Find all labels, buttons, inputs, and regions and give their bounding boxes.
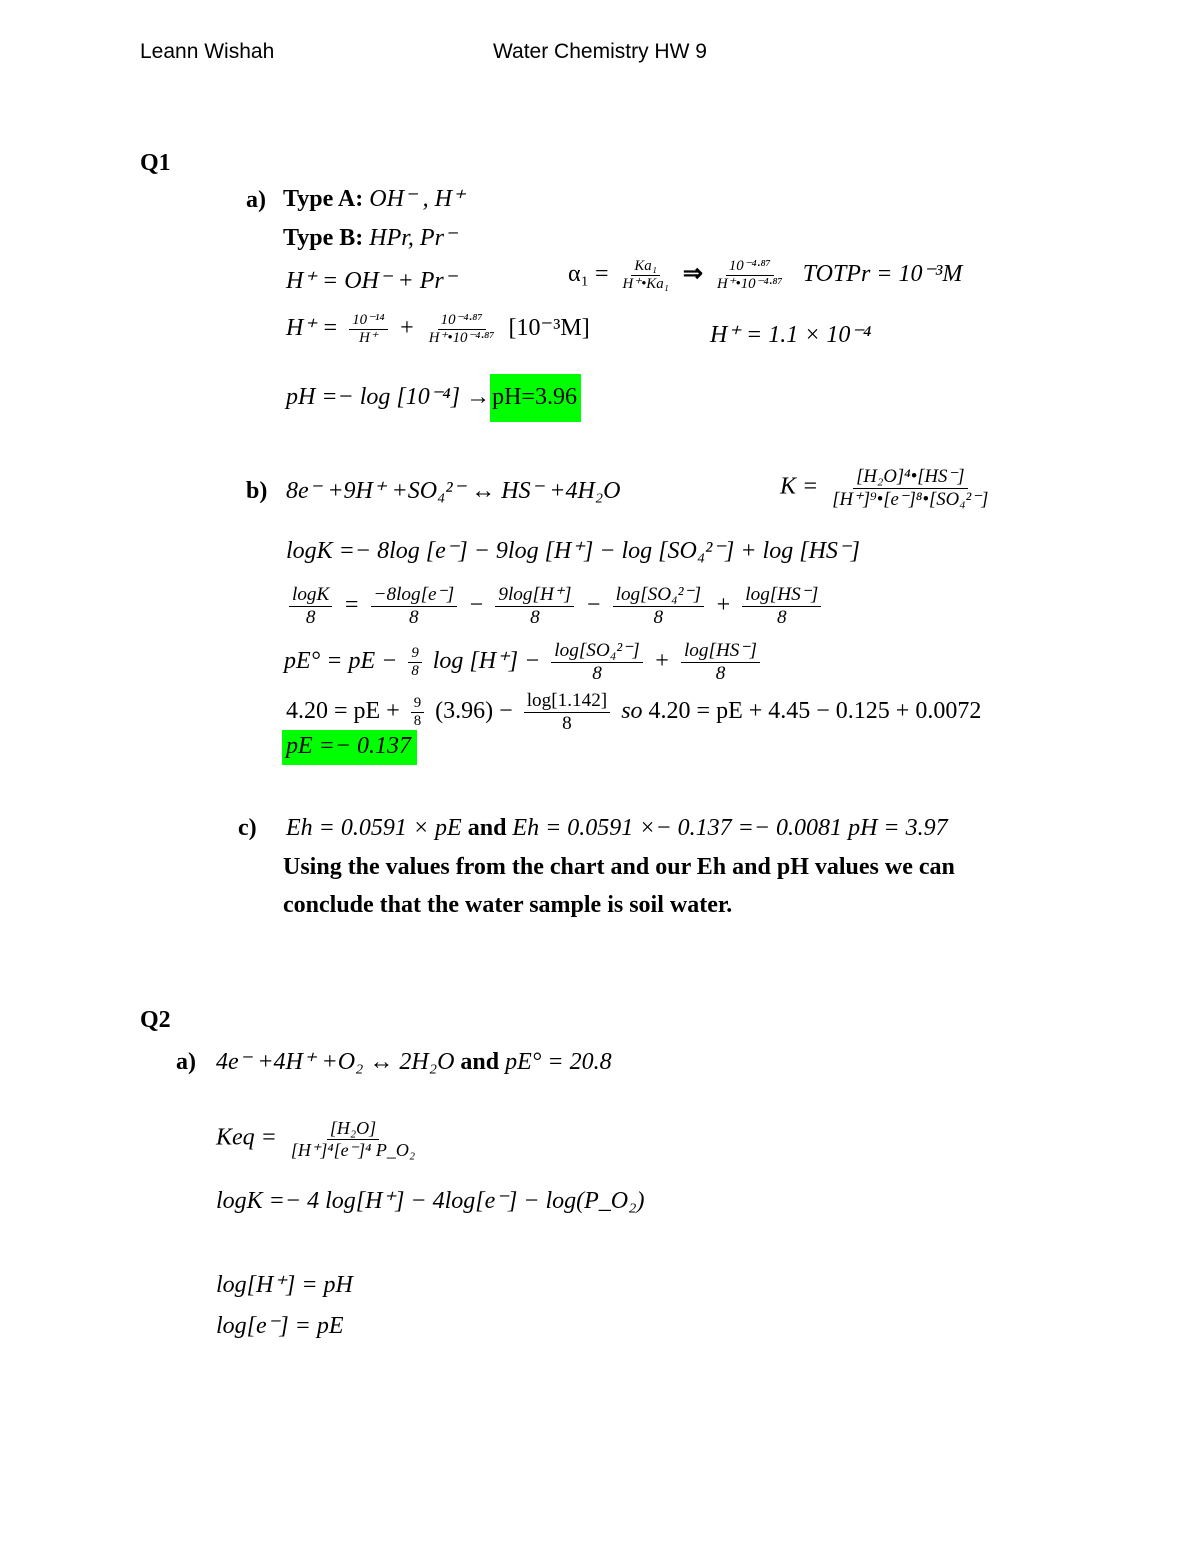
log-e-identity: log[e⁻] = pE [216, 1313, 344, 1339]
e-term-den: 8 [409, 607, 419, 629]
author-name: Leann Wishah [140, 40, 275, 63]
logk-divided-line [284, 584, 826, 629]
pe0-lhs: pE° = pE − [284, 648, 398, 675]
minus-sign-2: − [585, 592, 602, 619]
equals-sign: = [343, 592, 360, 619]
concentration-term: [10⁻³M] [508, 315, 590, 342]
ph-value: pH = 3.97 [848, 815, 948, 841]
log-ratio-den: 8 [562, 713, 572, 735]
ph-line [286, 374, 581, 422]
ka-numerator: 10⁻⁴·⁸⁷ [438, 312, 486, 330]
pe0-hs-num: log[HS⁻] [681, 640, 760, 663]
num-paren: (3.96) − [435, 698, 513, 725]
keq-fraction [288, 1118, 418, 1160]
sulfate-reaction: 8e⁻ +9H⁺ +SO₄²⁻ ↔ HS⁻ +4H₂O [286, 478, 621, 504]
k-fraction [829, 466, 991, 510]
hs-term-fraction [742, 584, 821, 629]
alpha-fraction-numeric [714, 258, 786, 293]
nine-eighths-2 [411, 695, 424, 730]
pe0-equation [284, 640, 765, 685]
nine: 9 [408, 645, 421, 663]
nine-2: 9 [411, 695, 424, 713]
ph-expression: pH =− log [10⁻⁴] → [286, 384, 491, 410]
type-b-label: Type B: [283, 225, 364, 251]
type-b-species: HPr, Pr⁻ [369, 225, 457, 251]
alpha-equation [568, 258, 962, 293]
numeric-substitution [286, 690, 981, 735]
num-lhs: 4.20 = pE + [286, 698, 400, 725]
proton-balance: H⁺ = OH⁻ + Pr⁻ [286, 268, 457, 294]
q1-heading: Q1 [140, 150, 171, 176]
q1a-type-b-line [283, 225, 457, 251]
h-term-den: 8 [530, 607, 540, 629]
h-balance-equation [286, 312, 590, 347]
type-a-label: Type A: [283, 186, 364, 212]
k-lhs: K = [780, 473, 819, 500]
log-h-identity: log[H⁺] = pH [216, 1272, 353, 1298]
pe0-so4-fraction [551, 640, 642, 685]
alpha-fraction [619, 258, 671, 293]
oxygen-reaction: 4e⁻ +4H⁺ +O₂ ↔ 2H₂O [216, 1049, 455, 1075]
q2a-label: a) [176, 1049, 196, 1075]
minus-sign: − [468, 592, 485, 619]
keq-lhs: Keq = [216, 1124, 277, 1151]
implies-arrow: ⇒ [682, 261, 703, 288]
q1c-label: c) [238, 815, 257, 841]
type-a-species: OH⁻ , H⁺ [369, 186, 465, 212]
keq-denominator: [H⁺]⁴[e⁻]⁴ P_O₂ [290, 1139, 416, 1160]
pe-standard: pE° = 20.8 [505, 1049, 612, 1075]
oxygen-reaction-line [216, 1049, 612, 1075]
pe0-mid: log [H⁺] − [432, 648, 541, 675]
nine-eighths [408, 645, 421, 680]
so4-term-fraction [613, 584, 704, 629]
alpha-lhs: α₁ = [568, 261, 609, 288]
so-word: so [621, 698, 643, 725]
num-rhs: 4.20 = pE + 4.45 − 0.125 + 0.0072 [648, 698, 982, 725]
logk-over-8 [289, 584, 332, 629]
total-propionate: TOTPr = 10⁻³M [802, 261, 963, 288]
plus-sign-2: + [715, 592, 732, 619]
plus-sign-3: + [653, 648, 670, 675]
pe0-hs-den: 8 [715, 663, 726, 685]
eight: 8 [411, 663, 419, 680]
h-term-num: 9log[H⁺] [495, 584, 574, 607]
eh-value: Eh = 0.0591 ×− 0.137 =− 0.0081 [512, 815, 843, 841]
keq-expression [216, 1118, 423, 1160]
logk-den: 8 [305, 607, 316, 629]
hs-term-num: log[HS⁻] [742, 584, 821, 607]
q1a-type-a-line [283, 186, 465, 212]
e-term-num: −8log[e⁻] [371, 584, 458, 607]
pe0-so4-den: 8 [592, 663, 602, 685]
kw-fraction [349, 312, 387, 347]
hs-term-den: 8 [777, 607, 787, 629]
q2-heading: Q2 [140, 1007, 171, 1033]
pe0-so4-num: log[SO₄²⁻] [551, 640, 642, 663]
so4-term-num: log[SO₄²⁻] [613, 584, 704, 607]
logk-num: logK [289, 584, 332, 607]
document-title: Water Chemistry HW 9 [493, 40, 707, 63]
h-term-fraction [495, 584, 574, 629]
ph-result-highlight: pH=3.96 [490, 374, 581, 422]
and-word-2: and [460, 1049, 500, 1075]
alpha-num-numeric: 10⁻⁴·⁸⁷ [726, 258, 774, 276]
h-result: H⁺ = 1.1 × 10⁻⁴ [710, 322, 872, 348]
and-word: and [467, 815, 507, 841]
e-term-fraction [371, 584, 458, 629]
k-denominator: [H⁺]⁹•[e⁻]⁸•[SO₄²⁻] [832, 488, 989, 510]
k-expression [780, 466, 996, 510]
pe-result-highlight: pE =− 0.137 [282, 730, 417, 765]
plus-sign: + [398, 315, 415, 342]
pe0-hs-fraction [681, 640, 760, 685]
kw-numerator: 10⁻¹⁴ [349, 312, 387, 330]
conclusion-line-1: Using the values from the chart and our Eh and pH values we can [283, 854, 955, 880]
alpha-den-numeric: H⁺•10⁻⁴·⁸⁷ [716, 276, 783, 293]
keq-numerator: [H₂O] [327, 1118, 379, 1140]
ka-denominator: H⁺•10⁻⁴·⁸⁷ [428, 330, 495, 347]
log-ratio-num: log[1.142] [524, 690, 610, 713]
alpha-numerator: Ka₁ [631, 258, 660, 276]
conclusion-line-2: conclude that the water sample is soil water. [283, 892, 733, 918]
ka-fraction [426, 312, 498, 347]
kw-denominator: H⁺ [359, 330, 378, 347]
eh-definition: Eh = 0.0591 × pE [286, 815, 462, 841]
eh-equation-line [286, 815, 948, 841]
h-lhs: H⁺ = [286, 315, 339, 342]
q2-logk-expansion: logK =− 4 log[H⁺] − 4log[e⁻] − log(P_O₂) [216, 1188, 645, 1214]
q1a-label: a) [246, 187, 266, 213]
q1b-label: b) [246, 478, 268, 504]
log-ratio-fraction [524, 690, 610, 735]
alpha-denominator: H⁺•Ka₁ [622, 276, 669, 293]
so4-term-den: 8 [653, 607, 664, 629]
k-numerator: [H₂O]⁴•[HS⁻] [853, 466, 967, 489]
eight-2: 8 [413, 713, 422, 730]
logk-expansion: logK =− 8log [e⁻] − 9log [H⁺] − log [SO₄²⁻] + log [HS⁻] [286, 538, 860, 564]
